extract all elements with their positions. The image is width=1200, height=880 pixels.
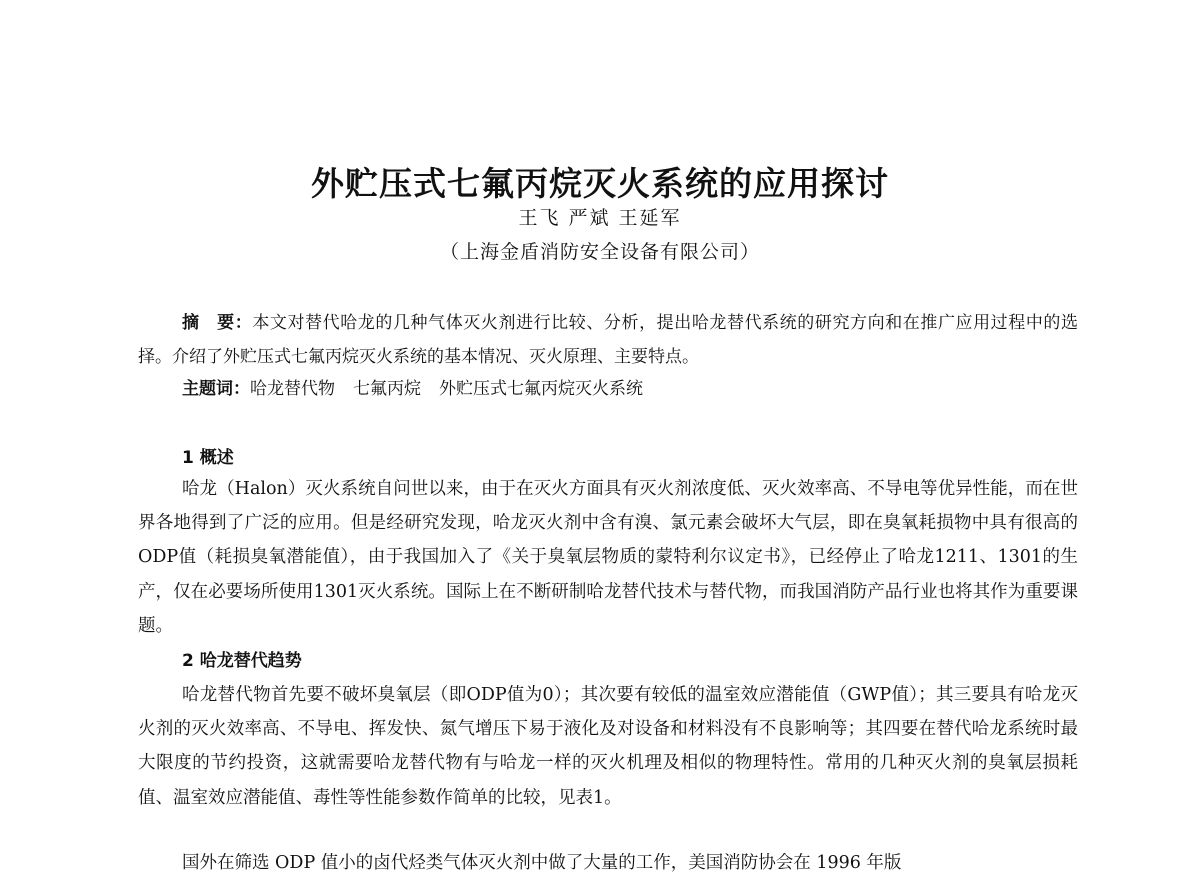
affiliation: （上海金盾消防安全设备有限公司） xyxy=(439,241,760,263)
section-heading-halon-trend: 2 哈龙替代趋势 xyxy=(182,651,302,671)
keywords xyxy=(182,374,1082,404)
paper-title: 外贮压式七氟丙烷灭火系统的应用探讨 xyxy=(311,164,889,204)
abstract-text: 本文对替代哈龙的几种气体灭火剂进行比较、分析，提出哈龙替代系统的研究方向和在推广应用过程中的选择。介绍了外贮压式七氟丙烷灭火系统的基本情况、灭火原理、主要特点。 xyxy=(138,313,1079,367)
body-paragraph: 哈龙（Halon）灭火系统自问世以来，由于在灭火方面具有灭火剂浓度低、灭火效率高、不导电等优异性能，而在世界各地得到了广泛的应用。但是经研究发现，哈龙灭火剂中含有溴、氯元素会破坏大气层，即在臭氧耗损物中具有很高的ODP值（耗损臭氧潜能值），由于我国加入了《关于臭氧层物质的蒙特利尔议定书》，已经停止了哈龙1211、1301的生产，仅在必要场所使用1301灭火系统。国际上在不断研制哈龙替代技术与替代物，而我国消防产品行业也将其作为重要课题。 xyxy=(138,479,1078,636)
abstract-label: 摘 要： xyxy=(182,313,253,333)
body-paragraph: 哈龙替代物首先要不破坏臭氧层（即ODP值为0）；其次要有较低的温室效应潜能值（GWP值）；其三要具有哈龙灭火剂的灭火效率高、不导电、挥发快、氮气增压下易于液化及对设备和材料没有不良影响等；其四要在替代哈龙系统时最大限度的节约投资，这就需要哈龙替代物有与哈龙一样的灭火机理及相似的物理特性。常用的几种灭火剂的臭氧层损耗值、温室效应潜能值、毒性等性能参数作简单的比较，见表1。 xyxy=(138,685,1078,808)
keyword-item: 七氟丙烷 xyxy=(353,379,421,399)
authors: 王飞 严斌 王延军 xyxy=(518,207,682,229)
keyword-item: 外贮压式七氟丙烷灭火系统 xyxy=(439,379,643,399)
body-paragraph: 国外在筛选 ODP 值小的卤代烃类气体灭火剂中做了大量的工作，美国消防协会在 1996 年版 xyxy=(182,853,902,873)
keyword-item: 哈龙替代物 xyxy=(250,379,335,399)
section-heading-overview: 1 概述 xyxy=(182,448,234,468)
keywords-label: 主题词： xyxy=(182,379,250,399)
abstract xyxy=(138,306,1078,374)
